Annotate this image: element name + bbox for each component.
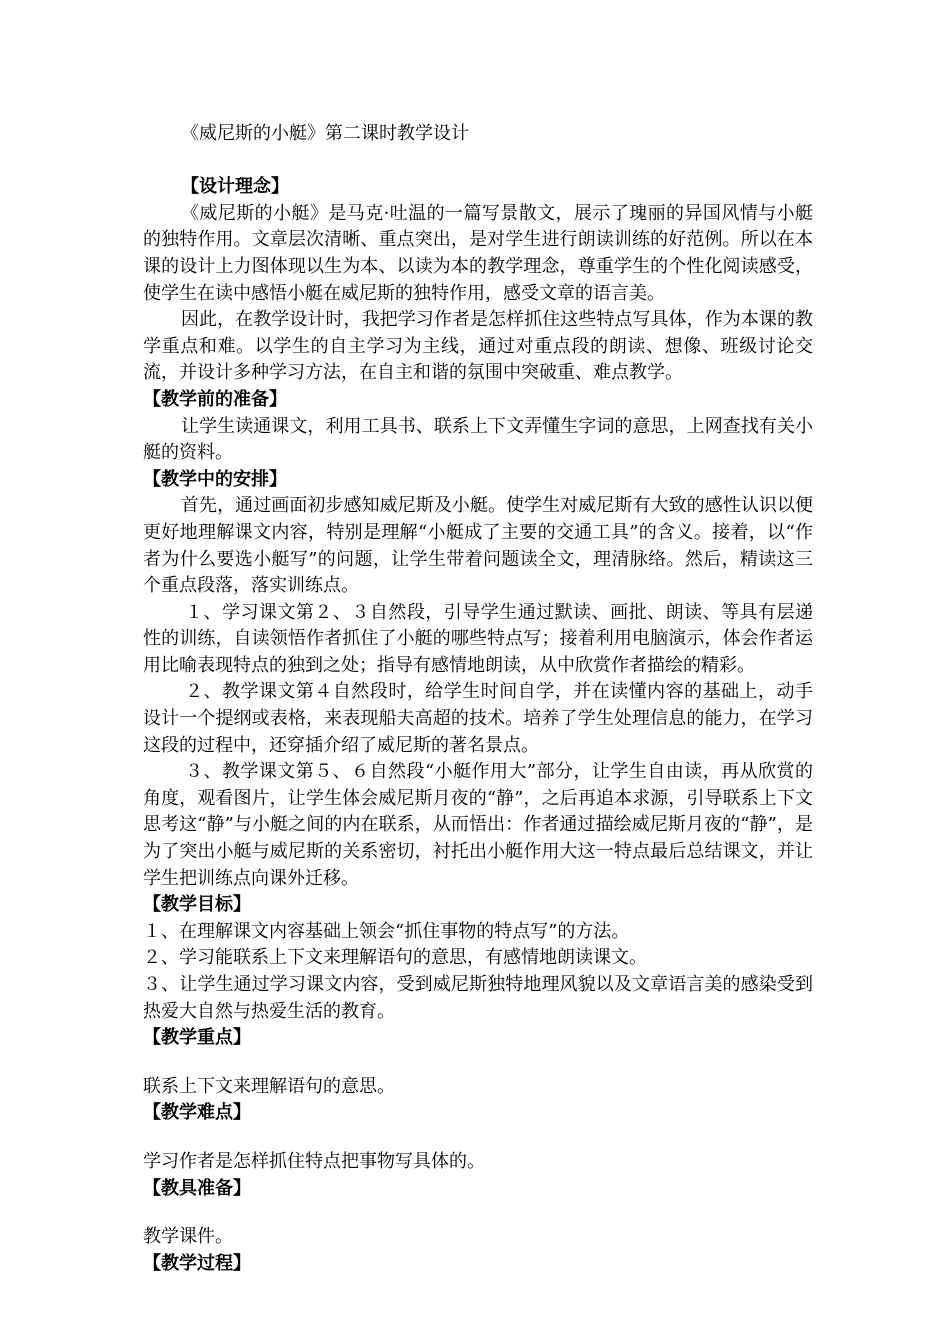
spacer [143,1202,813,1224]
spacer [143,148,813,175]
document-body [143,121,813,1277]
difficulties-heading: 【教学难点】 [143,1102,251,1124]
objectives-heading: 【教学目标】 [143,894,251,916]
arrangement-item: ３、教学课文第５、６自然段“小艇作用大”部分，让学生自由读，再从欣赏的角度，观看图片，让学生体会威尼斯月夜的“静”，之后再追本求源，引导联系上下文思考这“静”与小艇之间的内在联系，从而悟出：作者通过描绘威尼斯月夜的“静”，是为了突出小艇与威尼斯的关系密切，衬托出小艇作用大这一特点最后总结课文，并让学生把训练点向课外迁移。 [143,761,813,889]
key-points-heading: 【教学重点】 [143,1027,251,1049]
design-concept-paragraph: 《威尼斯的小艇》是马克·吐温的一篇写景散文，展示了瑰丽的异国风情与小艇的独特作用。文章层次清晰、重点突出，是对学生进行朗读训练的好范例。所以在本课的设计上力图体现以生为本、以读为本的教学理念，尊重学生的个性化阅读感受，使学生在读中感悟小艇在威尼斯的独特作用，感受文章的语言美。 [143,202,813,304]
arrangement-intro: 首先，通过画面初步感知威尼斯及小艇。使学生对威尼斯有大致的感性认识以便更好地理解课文内容，特别是理解“小艇成了主要的交通工具”的含义。接着，以“作者为什么要选小艇写”的问题，让学生带着问题读全文，理清脉络。然后，精读这三个重点段落，落实训练点。 [143,495,813,597]
materials-heading: 【教具准备】 [143,1177,251,1199]
preparation-text: 让学生读通课文，利用工具书、联系上下文弄懂生字词的意思，上网查找有关小艇的资料。 [143,415,813,464]
design-concept-heading: 【设计理念】 [181,176,289,198]
preparation-heading: 【教学前的准备】 [143,388,287,410]
key-points-text: 联系上下文来理解语句的意思。 [143,1075,395,1097]
spacer [143,1127,813,1149]
materials-text: 教学课件。 [143,1226,233,1248]
objective-item: １、在理解课文内容基础上领会“抓住事物的特点写”的方法。 [143,920,630,942]
objective-item: ３、让学生通过学习课文内容，受到威尼斯独特地理风貌以及文章语言美的感染受到热爱大自然与热爱生活的教育。 [143,974,813,1022]
objective-item: ２、学习能联系上下文来理解语句的意思，有感情地朗读课文。 [143,947,647,969]
arrangement-item: １、学习课文第２、３自然段，引导学生通过默读、画批、朗读、等具有层递性的训练，自读领悟作者抓住了小艇的哪些特点写；接着利用电脑演示，体会作者运用比喻表现特点的独到之处；指导有感情地朗读，从中欣赏作者描绘的精彩。 [143,601,813,676]
difficulties-text: 学习作者是怎样抓住特点把事物写具体的。 [143,1150,485,1172]
arrangement-heading: 【教学中的安排】 [143,468,287,490]
spacer [143,1052,813,1074]
process-heading: 【教学过程】 [143,1252,251,1274]
design-concept-paragraph: 因此，在教学设计时，我把学习作者是怎样抓住这些特点写具体，作为本课的教学重点和难。以学生的自主学习为主线，通过对重点段的朗读、想像、班级讨论交流，并设计多种学习方法，在自主和谐的氛围中突破重、难点教学。 [143,309,813,384]
document-title: 《威尼斯的小艇》第二课时教学设计 [181,123,469,144]
arrangement-item: ２、教学课文第４自然段时，给学生时间自学，并在读懂内容的基础上，动手设计一个提纲或表格，来表现船夫高超的技术。培养了学生处理信息的能力，在学习这段的过程中，还穿插介绍了威尼斯的著名景点。 [143,681,813,756]
